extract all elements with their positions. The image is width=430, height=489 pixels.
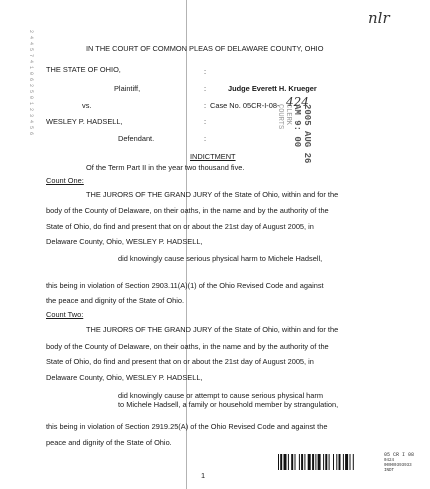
barcode-bar [308,454,311,470]
left-margin-filing-number: 2 4 4 5 7 4 1 0 6 2 5 [28,30,34,94]
count-one-heading: Count One: [46,176,84,185]
clerk-filed-stamp [276,104,312,163]
count-one-line: body of the County of Delaware, on their oaths, in the name and by the authority of the [46,206,329,215]
barcode-bar [333,454,334,470]
barcode-bar [284,454,287,470]
barcode-bar [353,454,354,470]
count-two-line: State of Ohio, do find and present that on or about the 21st day of August 2005, in [46,357,314,366]
barcode-bar [329,454,330,470]
count-two-statute: peace and dignity of the State of Ohio. [46,438,172,447]
barcode [278,454,380,470]
barcode-text-line: INDT [384,469,395,473]
barcode-bar [350,454,351,470]
caption-colon: : [204,84,207,93]
case-number-handwritten: 424 [286,95,309,109]
count-two-act: did knowingly cause or attempt to cause serious physical harm [118,391,323,400]
count-one-line: State of Ohio, do find and present that on or about the 21st day of August 2005, in [46,222,314,231]
defendant-role: Defendant. [118,134,155,143]
left-margin-filing-number-2: 0 1 2 3 4 5 6 [28,96,34,136]
case-number-label: Case No. 05CR-I-08- [210,101,280,110]
barcode-bar [288,454,289,470]
caption-colon: : [204,134,207,143]
barcode-bar [291,454,293,470]
page-number: 1 [201,471,206,480]
barcode-bar [278,454,279,470]
stamp-time: AM 9: 00 [292,104,302,148]
barcode-bar [315,454,316,470]
plaintiff-name: THE STATE OF OHIO, [46,65,121,74]
count-two-heading: Count Two: [46,310,84,319]
document-title: INDICTMENT [190,152,236,161]
barcode-text-line: 00000393933 [384,464,412,468]
count-two-statute: this being in violation of Section 2919.25(A) of the Ohio Revised Code and against the [46,422,328,431]
barcode-bar [325,454,327,470]
barcode-text-line: 05 CR I 08 [384,452,415,458]
caption-colon: : [204,101,207,110]
barcode-bar [318,454,321,470]
count-one-line: Delaware County, Ohio, WESLEY P. HADSELL, [46,237,203,246]
caption-colon: : [204,67,207,76]
term-line: Of the Term Part II in the year two thousand five. [86,163,245,172]
barcode-bar [336,454,337,470]
barcode-bar [343,454,344,470]
barcode-bar [295,454,296,470]
count-one-statute: this being in violation of Section 2903.11(A)(1) of the Ohio Revised Code and against [46,281,324,290]
count-two-act: to Michele Hadsell, a family or household member by strangulation, [118,400,339,409]
handwritten-initials: nlr [368,9,390,27]
versus-label: vs. [82,101,92,110]
barcode-bar [299,454,300,470]
count-one-statute: the peace and dignity of the State of Ohio. [46,296,185,305]
court-heading: IN THE COURT OF COMMON PLEAS OF DELAWARE COUNTY, OHIO [86,44,324,53]
count-two-line: body of the County of Delaware, on their oaths, in the name and by the authority of the [46,342,329,351]
stamp-date: 2005 AUG 26 [302,104,312,164]
judge-name: Judge Everett H. Krueger [228,84,317,93]
barcode-bar [280,454,282,470]
barcode-bar [312,454,314,470]
barcode-bar [345,454,348,470]
barcode-bar [304,454,305,470]
barcode-bar [323,454,324,470]
barcode-bar [339,454,341,470]
stamp-clerk: CLERK [284,104,292,126]
count-one-line: THE JURORS OF THE GRAND JURY of the State of Ohio, within and for the [86,190,339,199]
defendant-name: WESLEY P. HADSELL, [46,117,123,126]
count-one-act: did knowingly cause serious physical harm to Michele Hadsell, [118,254,323,263]
barcode-bar [301,454,303,470]
caption-colon: : [204,117,207,126]
count-two-line: THE JURORS OF THE GRAND JURY of the State of Ohio, within and for the [86,325,339,334]
stamp-courts: COURTS [276,104,284,130]
barcode-text-line: 0424 [384,459,395,463]
plaintiff-role: Plaintiff, [114,84,141,93]
count-two-line: Delaware County, Ohio, WESLEY P. HADSELL, [46,373,203,382]
